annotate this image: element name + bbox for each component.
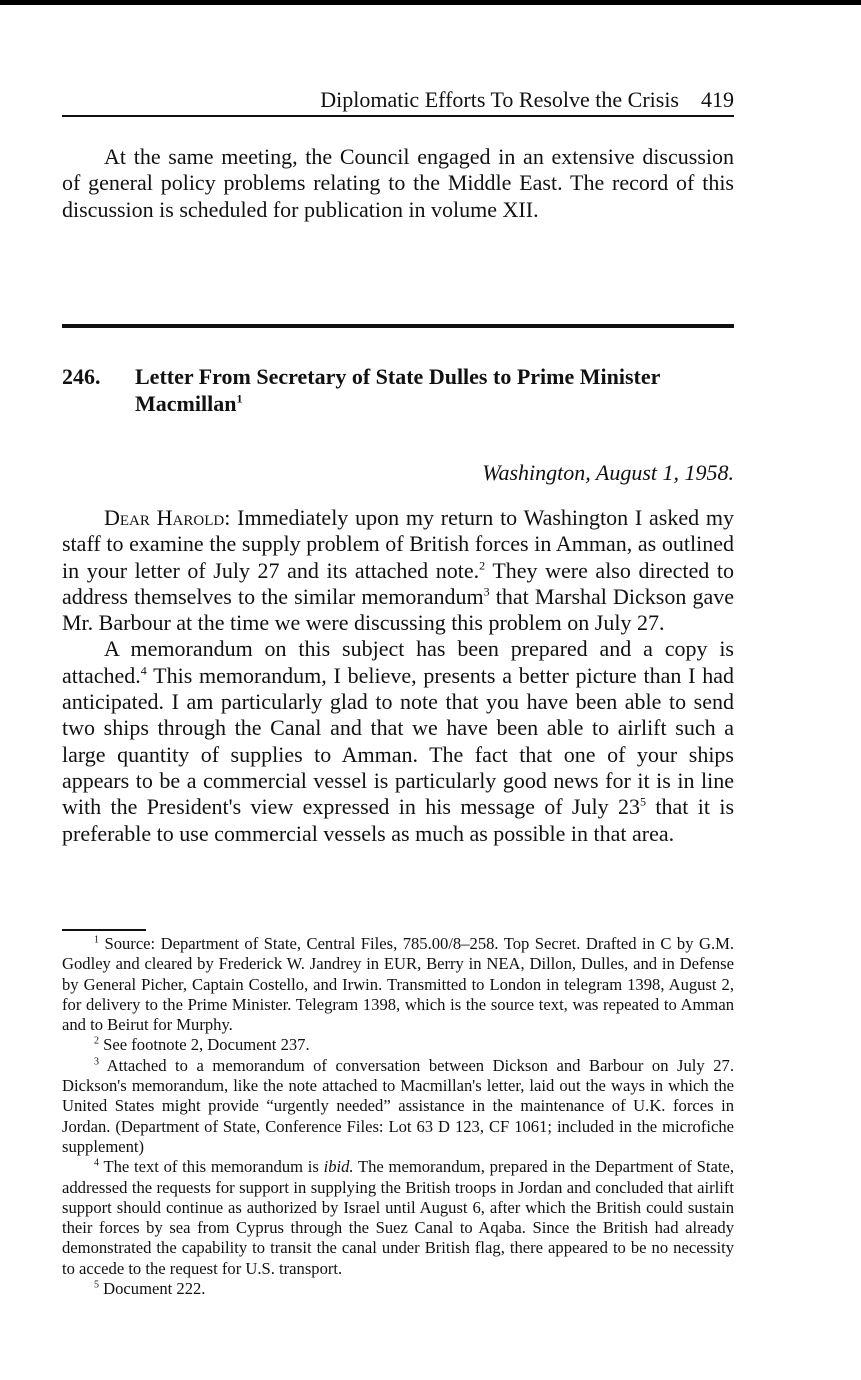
document-number: 246.: [62, 364, 101, 389]
footnote: [62, 1157, 734, 1279]
footnote-text: The memorandum, prepared in the Department of State, addressed the requests for support in supplying the British troops in Jordan and concluded that airlift support should continue as authorized by Israel until August 6, after which the British could sustain their forces by sea from Cyprus through the Suez Canal to Aqaba. Since the British had already demonstrated the capability to transit the canal under British flag, there appeared to be no necessity to accede to the request for U.S. transport.: [62, 1157, 734, 1278]
footnote-ref: 2: [479, 558, 486, 573]
footnote-ref: 4: [140, 663, 147, 678]
page-number: 419: [701, 87, 734, 112]
footnote-text: Attached to a memorandum of conversation between Dickson and Barbour on July 27. Dickson's memorandum, like the note attached to Macmillan's letter, laid out the ways in which the United States might provide “urgently needed” assistance in the maintenance of U.K. forces in Jordan. (Department of State, Conference Files: Lot 63 D 123, CF 1061; included in the microfiche supplement): [62, 1055, 734, 1156]
document-title: Letter From Secretary of State Dulles to Prime Minister Macmillan: [135, 364, 660, 416]
footnote-ref: 1: [236, 391, 243, 406]
running-title: Diplomatic Efforts To Resolve the Crisis: [320, 87, 679, 112]
footnote-text: The text of this memorandum is: [99, 1157, 324, 1177]
footnote-mark: 2: [94, 1035, 99, 1047]
text-run: Immediately upon my return to Washington I asked my staff to examine the supply problem of British forces in Amman, as outlined in your letter of July 27 and its attached note.: [62, 505, 734, 583]
footnote-mark: 4: [94, 1157, 99, 1169]
section-divider: [62, 324, 734, 328]
footnote-ref: 5: [639, 794, 646, 809]
footnote: [62, 1035, 734, 1055]
footnotes: [62, 934, 734, 1299]
document-heading: [62, 363, 734, 417]
text-run: A memorandum on this subject has been prepared and a copy is attached.: [62, 636, 734, 688]
footnote-text: Document 222.: [99, 1279, 206, 1299]
dateline: Washington, August 1, 1958.: [482, 460, 734, 485]
document-title-block: [135, 363, 734, 417]
text-run: that Marshal Dickson gave Mr. Barbour at the time we were discussing this problem on July 27.: [62, 583, 735, 636]
text-run: that it is preferable to use commercial vessels as much as possible in that area.: [62, 794, 735, 846]
footnote-text: See footnote 2, Document 237.: [99, 1035, 310, 1055]
letter-paragraph: [62, 505, 734, 636]
letter-paragraph: [62, 636, 734, 846]
footnote-ref: 3: [483, 584, 490, 599]
text-run: They were also directed to address themselves to the similar memorandum: [62, 557, 734, 609]
footnote: [62, 1279, 734, 1299]
footnote-mark: 1: [94, 934, 99, 946]
running-head: [62, 86, 734, 117]
footnote-mark: 3: [94, 1056, 99, 1068]
footnote: [62, 934, 734, 1035]
page-top-border: [0, 0, 861, 5]
footnote-text: Source: Department of State, Central Files, 785.00/8–258. Top Secret. Drafted in C by G.M. Godley and cleared by Frederick W. Jandrey in EUR, Berry in NEA, Dillon, Dulles, and in Defense by General Picher, Captain Costello, and Irwin. Transmitted to London in telegram 1398, August 2, for delivery to the Prime Minister. Telegram 1398, which is the source text, was repeated to Amman and to Beirut for Murphy.: [62, 934, 734, 1035]
footnote-mark: 5: [94, 1279, 99, 1291]
footnote-italic: ibid.: [323, 1157, 354, 1177]
salutation: Dear Harold:: [104, 505, 231, 530]
letter-body: [62, 505, 734, 847]
footnote: [62, 1056, 734, 1157]
text-run: This memorandum, I believe, presents a better picture than I had anticipated. I am particularly glad to note that you have been able to send two ships through the Canal and that we have been able to airlift such a large quantity of supplies to Amman. The fact that one of your ships appears to be a commercial vessel is particularly good news for it is in line with the President's view expressed in his message of July 23: [62, 662, 734, 820]
footnote-rule: [62, 929, 146, 931]
intro-paragraph: At the same meeting, the Council engaged in an extensive discussion of general policy problems relating to the Middle East. The record of this discussion is scheduled for publication in volume XII.: [62, 144, 734, 222]
